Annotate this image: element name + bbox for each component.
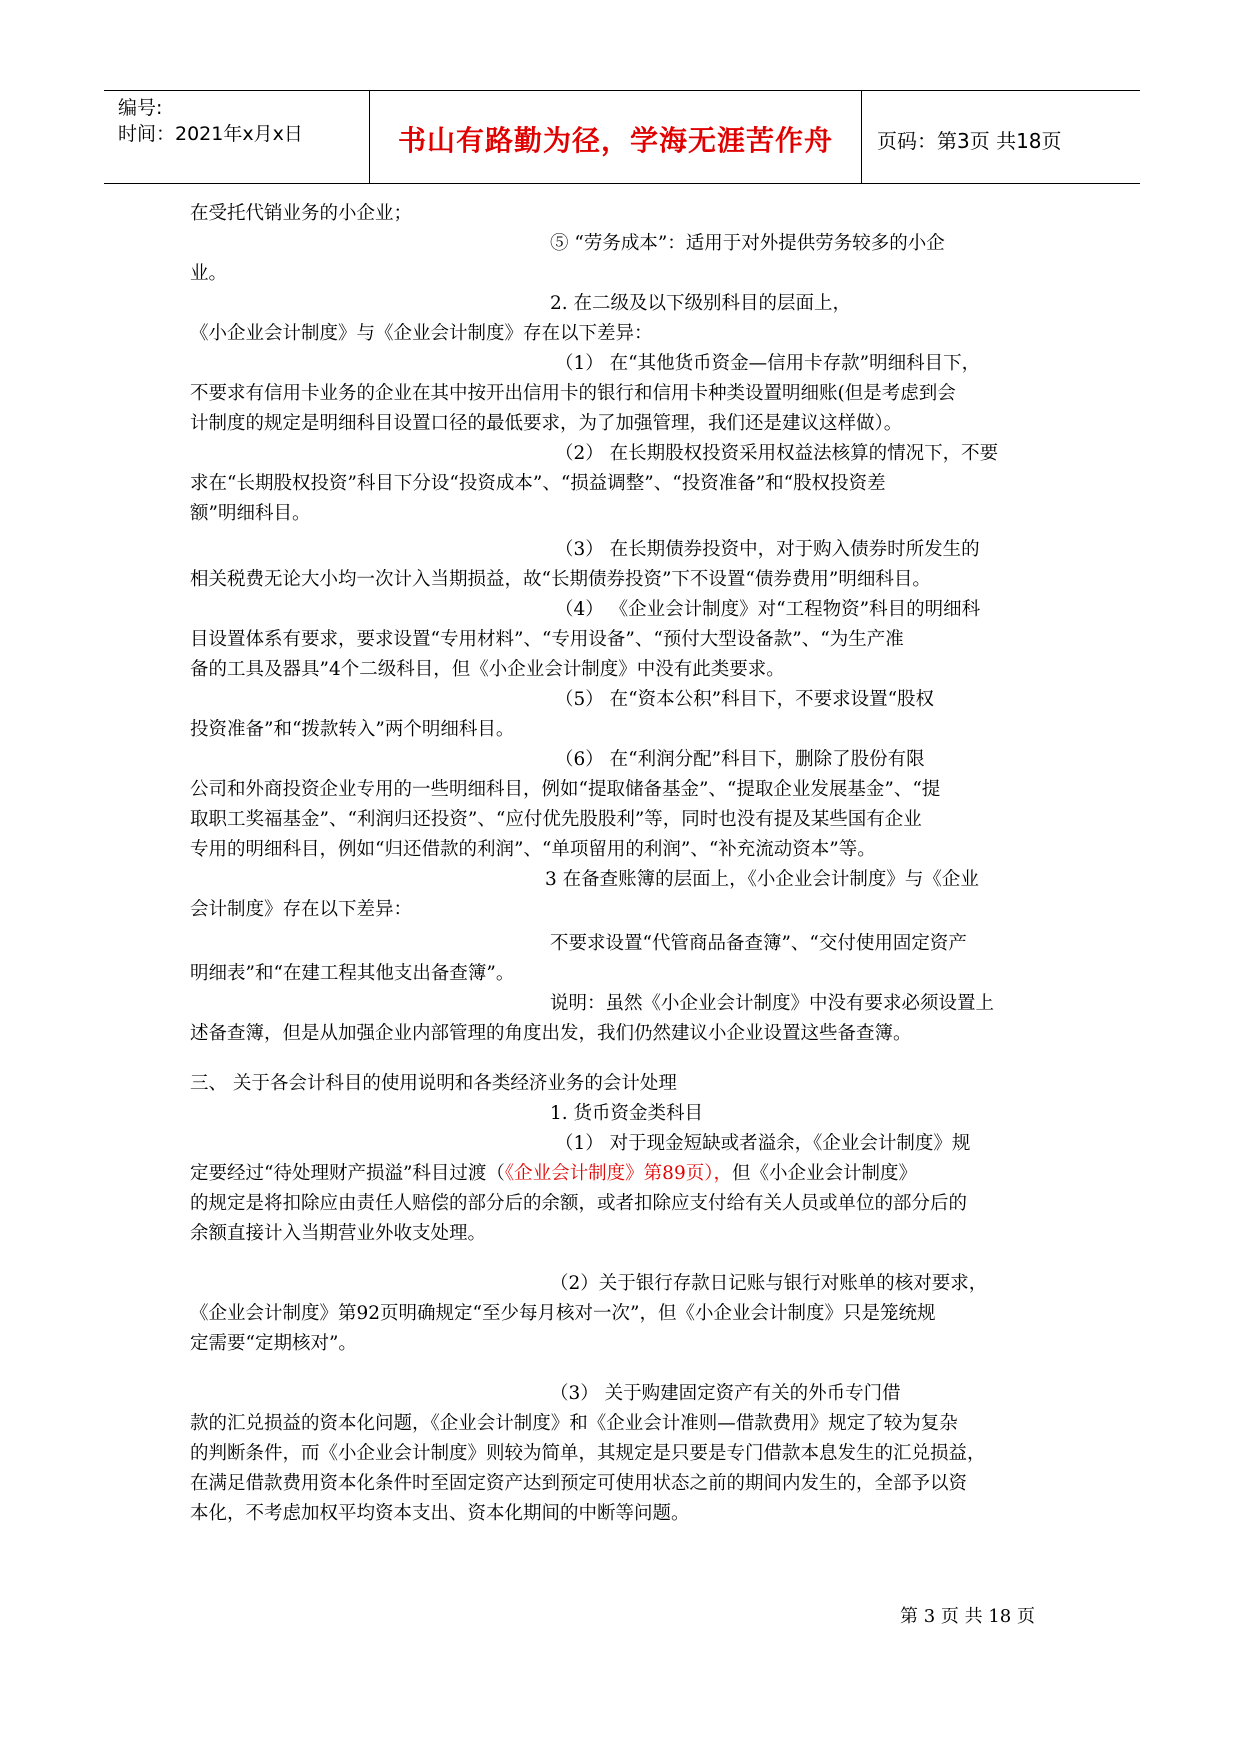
page-footer: 第 3 页 共 18 页 [900, 1606, 1035, 1627]
text-line: （3） 关于购建固定资产有关的外币专门借 [550, 1383, 901, 1404]
text-line: 计制度的规定是明细科目设置口径的最低要求，为了加强管理，我们还是建议这样做）。 [190, 413, 903, 434]
text-line: 明细表”和“在建工程其他支出备查簿”。 [190, 963, 515, 984]
time-label: 时间：2021年x月x日 [118, 123, 303, 145]
text-line: （2）关于银行存款日记账与银行对账单的核对要求， [550, 1273, 988, 1294]
serial-number-label: 编号: [118, 97, 163, 119]
text-line: 2. 在二级及以下级别科目的层面上， [550, 293, 852, 314]
text-line: 《小企业会计制度》与《企业会计制度》存在以下差异： [190, 323, 653, 344]
text-line: 取职工奖福基金”、“利润归还投资”、“应付优先股股利”等，同时也没有提及某些国有企业 [190, 809, 922, 830]
text-line: 业。 [190, 263, 228, 284]
page-header [104, 90, 1140, 184]
motto-text: 书山有路勤为径，学海无涯苦作舟 [397, 124, 833, 157]
header-left-cell [104, 91, 369, 183]
text-line: 备的工具及器具”4个二级科目，但《小企业会计制度》中没有此类要求。 [190, 659, 785, 680]
text-line: （1） 对于现金短缺或者溢余，《企业会计制度》规 [555, 1133, 971, 1154]
text-line: 在满足借款费用资本化条件时至固定资产达到预定可使用状态之前的期间内发生的，全部予以资 [190, 1473, 968, 1494]
text-line: 目设置体系有要求，要求设置“专用材料”、“专用设备”、“预付大型设备款”、“为生产准 [190, 629, 904, 650]
text-line: 投资准备”和“拨款转入”两个明细科目。 [190, 719, 515, 740]
text-line: 说明：虽然《小企业会计制度》中没有要求必须设置上 [550, 993, 995, 1014]
header-middle-cell [369, 91, 862, 183]
text-segment: 但《小企业会计制度》 [731, 1163, 917, 1184]
text-line: 额”明细科目。 [190, 503, 311, 524]
text-line: ⑤ “劳务成本”：适用于对外提供劳务较多的小企 [550, 233, 945, 254]
text-line: 不要求有信用卡业务的企业在其中按开出信用卡的银行和信用卡种类设置明细账(但是考虑到会 [190, 383, 956, 404]
text-line: 本化，不考虑加权平均资本支出、资本化期间的中断等问题。 [190, 1503, 690, 1524]
text-line: 的规定是将扣除应由责任人赔偿的部分后的余额，或者扣除应支付给有关人员或单位的部分后的 [190, 1193, 968, 1214]
text-line: 在受托代销业务的小企业； [190, 203, 413, 224]
text-line: 《企业会计制度》第92页明确规定“至少每月核对一次”，但《小企业会计制度》只是笼统规 [190, 1303, 936, 1324]
text-line: 会计制度》存在以下差异： [190, 899, 413, 920]
text-line: （5） 在“资本公积”科目下，不要求设置“股权 [555, 689, 935, 710]
text-line: （4） 《企业会计制度》对“工程物资”科目的明细科 [555, 599, 981, 620]
text-line: 述备查簿，但是从加强企业内部管理的角度出发，我们仍然建议小企业设置这些备查簿。 [190, 1023, 912, 1044]
page-code-label: 页码：第3页 共18页 [877, 129, 1062, 153]
text-line: 相关税费无论大小均一次计入当期损益，故“长期债券投资”下不设置“债券费用”明细科目。 [190, 569, 931, 590]
text-line: （2） 在长期股权投资采用权益法核算的情况下，不要 [555, 443, 999, 464]
text-line [190, 1160, 917, 1188]
text-line: （3） 在长期债券投资中，对于购入债券时所发生的 [555, 539, 980, 560]
text-line: 定需要“定期核对”。 [190, 1333, 357, 1354]
text-line: 1. 货币资金类科目 [550, 1103, 704, 1124]
header-right-cell [861, 91, 1140, 183]
section-heading: 三、 关于各会计科目的使用说明和各类经济业务的会计处理 [190, 1073, 677, 1094]
text-line: 3 在备查账簿的层面上，《小企业会计制度》与《企业 [545, 869, 979, 890]
reference-note: 《企业会计制度》第89页）， [504, 1163, 732, 1184]
text-line: （6） 在“利润分配”科目下，删除了股份有限 [555, 749, 925, 770]
text-segment: 定要经过“待处理财产损溢”科目过渡（ [190, 1163, 505, 1184]
text-line: 公司和外商投资企业专用的一些明细科目，例如“提取储备基金”、“提取企业发展基金”、“提 [190, 779, 941, 800]
text-line: 专用的明细科目，例如“归还借款的利润”、“单项留用的利润”、“补充流动资本”等。 [190, 839, 876, 860]
text-line: （1） 在“其他货币资金—信用卡存款”明细科目下， [555, 353, 981, 374]
text-line: 的判断条件，而《小企业会计制度》则较为简单，其规定是只要是专门借款本息发生的汇兑损益， [190, 1443, 986, 1464]
text-line: 求在“长期股权投资”科目下分设“投资成本”、“损益调整”、“投资准备”和“股权投资差 [190, 473, 886, 494]
text-line: 余额直接计入当期营业外收支处理。 [190, 1223, 487, 1244]
text-line: 款的汇兑损益的资本化问题，《企业会计制度》和《企业会计准则—借款费用》规定了较为复杂 [190, 1413, 958, 1434]
text-line: 不要求设置“代管商品备查簿”、“交付使用固定资产 [550, 933, 967, 954]
